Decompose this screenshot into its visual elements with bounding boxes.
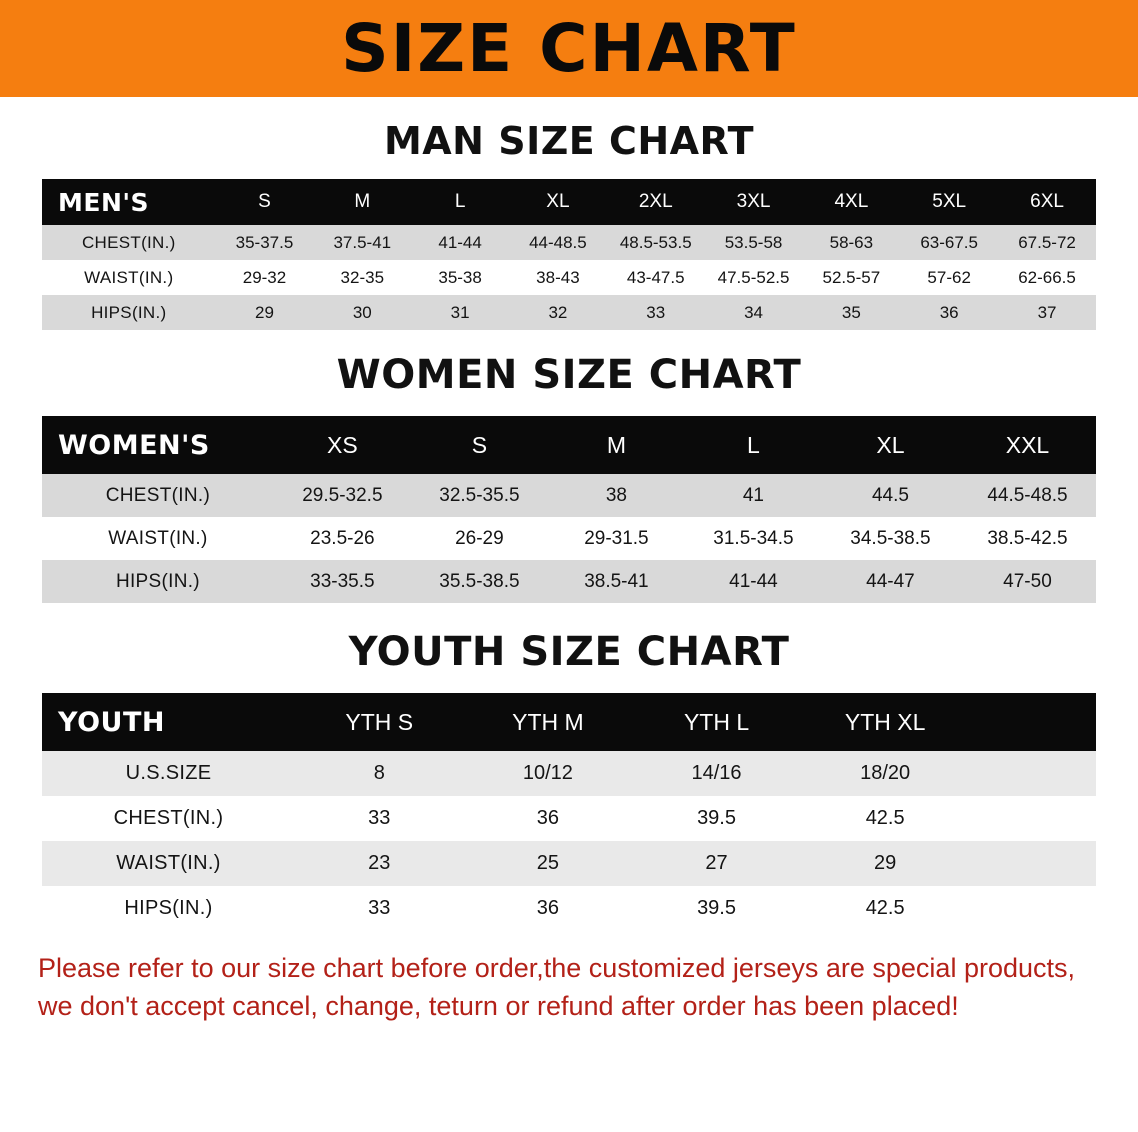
man-row-1-label: WAIST(IN.): [84, 267, 174, 287]
women-r1-c0: 23.5-26: [310, 527, 375, 549]
man-r0-c6: 58-63: [829, 232, 874, 252]
man-r1-c5: 47.5-52.5: [717, 267, 790, 287]
youth-corner-label: YOUTH: [58, 706, 165, 738]
man-col-0: S: [258, 191, 271, 212]
man-r1-c2: 35-38: [438, 267, 482, 287]
youth-r1-c3: 42.5: [865, 807, 905, 829]
man-r1-c4: 43-47.5: [626, 267, 685, 287]
youth-r0-c0: 8: [373, 762, 385, 784]
youth-col-3: YTH XL: [844, 708, 926, 735]
man-row-0-label: CHEST(IN.): [81, 232, 176, 252]
women-row-1-label: WAIST(IN.): [108, 527, 208, 549]
youth-col-2: YTH L: [683, 708, 750, 735]
youth-r1-c2: 39.5: [697, 807, 736, 829]
man-r1-c1: 32-35: [340, 267, 385, 287]
women-r2-c0: 33-35.5: [310, 570, 375, 592]
women-r2-c3: 41-44: [729, 570, 778, 592]
man-r2-c5: 34: [744, 302, 763, 322]
youth-r3-c0: 33: [368, 897, 391, 919]
youth-col-1: YTH M: [512, 708, 584, 735]
table-row: [42, 886, 1096, 931]
youth-table-header-row: [42, 693, 1096, 751]
table-row: [42, 560, 1096, 603]
youth-size-table: [42, 693, 1096, 931]
man-table-header-row: [42, 179, 1096, 225]
man-r1-c8: 62-66.5: [1018, 267, 1076, 287]
banner: [0, 0, 1138, 97]
table-row: [42, 260, 1096, 295]
women-col-0: XS: [327, 431, 358, 458]
youth-r0-c1: 10/12: [522, 762, 573, 784]
table-row: [42, 841, 1096, 886]
banner-title: SIZE CHART: [341, 9, 797, 87]
women-r2-c5: 47-50: [1003, 570, 1052, 592]
man-section-title: MAN SIZE CHART: [383, 119, 755, 163]
youth-r2-c3: 29: [874, 852, 897, 874]
man-r2-c8: 37: [1037, 302, 1057, 322]
man-col-3: XL: [546, 191, 570, 212]
women-r0-c0: 29.5-32.5: [302, 484, 383, 506]
man-r2-c0: 29: [255, 302, 274, 322]
man-r1-c6: 52.5-57: [822, 267, 881, 287]
man-r0-c1: 37.5-41: [333, 232, 392, 252]
youth-col-spacer: [969, 693, 1096, 751]
youth-r3-spacer: [969, 886, 1096, 931]
man-r2-c6: 35: [841, 302, 861, 322]
man-r1-c7: 57-62: [927, 267, 971, 287]
man-r2-c1: 30: [352, 302, 372, 322]
youth-r0-spacer: [969, 751, 1096, 796]
women-col-1: S: [471, 431, 488, 458]
youth-r2-spacer: [969, 841, 1096, 886]
women-r1-c2: 29-31.5: [584, 527, 649, 549]
man-r0-c5: 53.5-58: [724, 232, 783, 252]
man-table-wrapper: [42, 179, 1096, 330]
man-col-1: M: [354, 191, 371, 212]
man-col-7: 5XL: [932, 191, 967, 212]
youth-r2-c1: 25: [536, 852, 560, 874]
women-table-header-row: [42, 416, 1096, 474]
women-r1-c4: 34.5-38.5: [850, 527, 931, 549]
man-col-8: 6XL: [1030, 191, 1064, 212]
women-col-4: XL: [876, 431, 905, 458]
youth-row-3-label: HIPS(IN.): [124, 897, 213, 919]
youth-r3-c1: 36: [536, 897, 560, 919]
man-r0-c8: 67.5-72: [1018, 232, 1076, 252]
youth-r1-spacer: [969, 796, 1096, 841]
women-corner-label: WOMEN'S: [58, 429, 210, 461]
man-r2-c3: 32: [548, 302, 568, 322]
table-row: [42, 796, 1096, 841]
youth-col-0: YTH S: [345, 708, 414, 735]
youth-r2-c0: 23: [368, 852, 391, 874]
women-r1-c5: 38.5-42.5: [987, 527, 1068, 549]
man-corner-label: MEN'S: [58, 187, 150, 217]
youth-r1-c0: 33: [368, 807, 391, 829]
table-row: [42, 517, 1096, 560]
youth-row-2-label: WAIST(IN.): [116, 852, 221, 874]
youth-section-title: YOUTH SIZE CHART: [348, 629, 790, 675]
women-r2-c1: 35.5-38.5: [439, 570, 520, 592]
table-row: [42, 225, 1096, 260]
man-r1-c3: 38-43: [536, 267, 580, 287]
man-r0-c3: 44-48.5: [529, 232, 587, 252]
women-size-table: [42, 416, 1096, 603]
table-row: [42, 474, 1096, 517]
man-r0-c0: 35-37.5: [235, 232, 294, 252]
man-col-2: L: [454, 191, 466, 212]
man-col-4: 2XL: [638, 191, 673, 212]
man-r2-c2: 31: [450, 302, 470, 322]
man-r2-c7: 36: [939, 302, 959, 322]
youth-table-wrapper: [42, 693, 1096, 931]
man-col-5: 3XL: [736, 191, 771, 212]
table-row: [42, 295, 1096, 330]
women-row-0-label: CHEST(IN.): [105, 484, 211, 506]
women-col-3: L: [747, 431, 760, 458]
women-r0-c5: 44.5-48.5: [987, 484, 1068, 506]
man-r2-c4: 33: [646, 302, 666, 322]
disclaimer-line-2: we don't accept cancel, change, teturn or refund after order has been placed!: [38, 991, 959, 1022]
table-row: [42, 751, 1096, 796]
youth-r2-c2: 27: [705, 852, 728, 874]
man-r0-c4: 48.5-53.5: [619, 232, 692, 252]
women-col-2: M: [606, 431, 626, 458]
youth-r0-c3: 18/20: [860, 762, 911, 784]
women-col-5: XXL: [1005, 431, 1050, 458]
women-row-2-label: HIPS(IN.): [115, 570, 200, 592]
women-table-wrapper: [42, 416, 1096, 603]
man-col-6: 4XL: [834, 191, 869, 212]
youth-r3-c2: 39.5: [697, 897, 736, 919]
youth-r1-c1: 36: [536, 807, 560, 829]
man-r1-c0: 29-32: [242, 267, 287, 287]
women-section-title: WOMEN SIZE CHART: [336, 352, 802, 398]
women-r2-c4: 44-47: [866, 570, 915, 592]
women-r1-c1: 26-29: [455, 527, 504, 549]
women-r0-c2: 38: [605, 484, 627, 506]
man-r0-c2: 41-44: [438, 232, 482, 252]
disclaimer-line-1: Please refer to our size chart before order,the customized jerseys are special products,: [38, 953, 1076, 983]
youth-row-1-label: CHEST(IN.): [113, 807, 224, 829]
women-r0-c4: 44.5: [871, 484, 909, 506]
disclaimer-note: [38, 949, 1100, 1026]
women-r0-c3: 41: [742, 484, 764, 506]
man-r0-c7: 63-67.5: [920, 232, 978, 252]
women-r2-c2: 38.5-41: [584, 570, 649, 592]
women-r0-c1: 32.5-35.5: [439, 484, 520, 506]
youth-row-0-label: U.S.SIZE: [125, 762, 212, 784]
man-row-2-label: HIPS(IN.): [91, 302, 167, 322]
women-r1-c3: 31.5-34.5: [713, 527, 794, 549]
man-size-table: [42, 179, 1096, 330]
youth-r3-c3: 42.5: [865, 897, 905, 919]
youth-r0-c2: 14/16: [691, 762, 742, 784]
